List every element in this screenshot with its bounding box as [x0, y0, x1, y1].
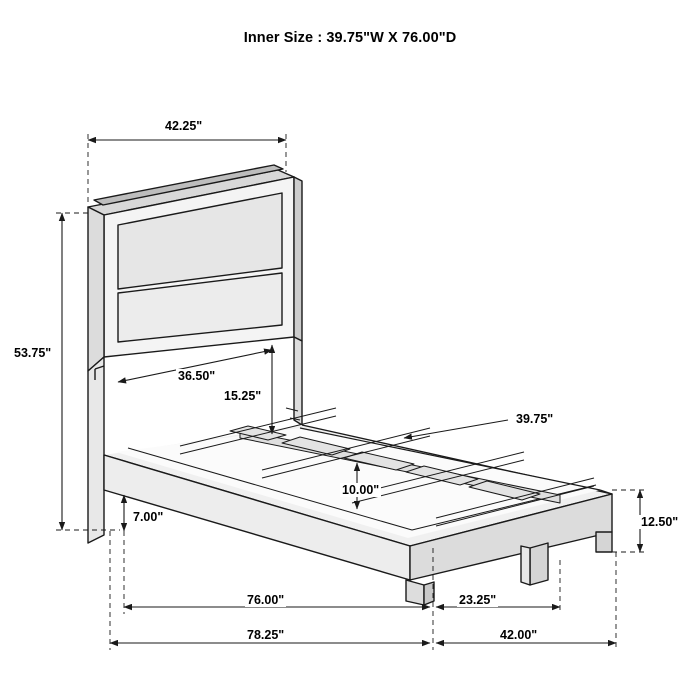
dim-inner-depth: 76.00": [247, 593, 285, 607]
bed-drawing-geometry: [88, 165, 612, 605]
page-title: Inner Size : 39.75"W X 76.00"D: [243, 30, 457, 46]
dim-overall-width: 42.00": [500, 628, 538, 642]
dim-overall-height: 53.75": [14, 346, 52, 360]
dim-headboard-panel-width: 36.50": [178, 369, 216, 383]
dim-headboard-to-rail: 15.25": [224, 389, 262, 403]
dim-footboard-depth: 23.25": [459, 593, 497, 607]
dim-overall-depth: 78.25": [247, 628, 285, 642]
dim-inner-width: 39.75": [516, 412, 554, 426]
dim-slat-clearance: 10.00": [342, 483, 380, 497]
dim-rail-height: 12.50": [641, 515, 679, 529]
dim-headboard-width: 42.25": [165, 119, 203, 133]
dim-leg-clearance: 7.00": [133, 510, 164, 524]
